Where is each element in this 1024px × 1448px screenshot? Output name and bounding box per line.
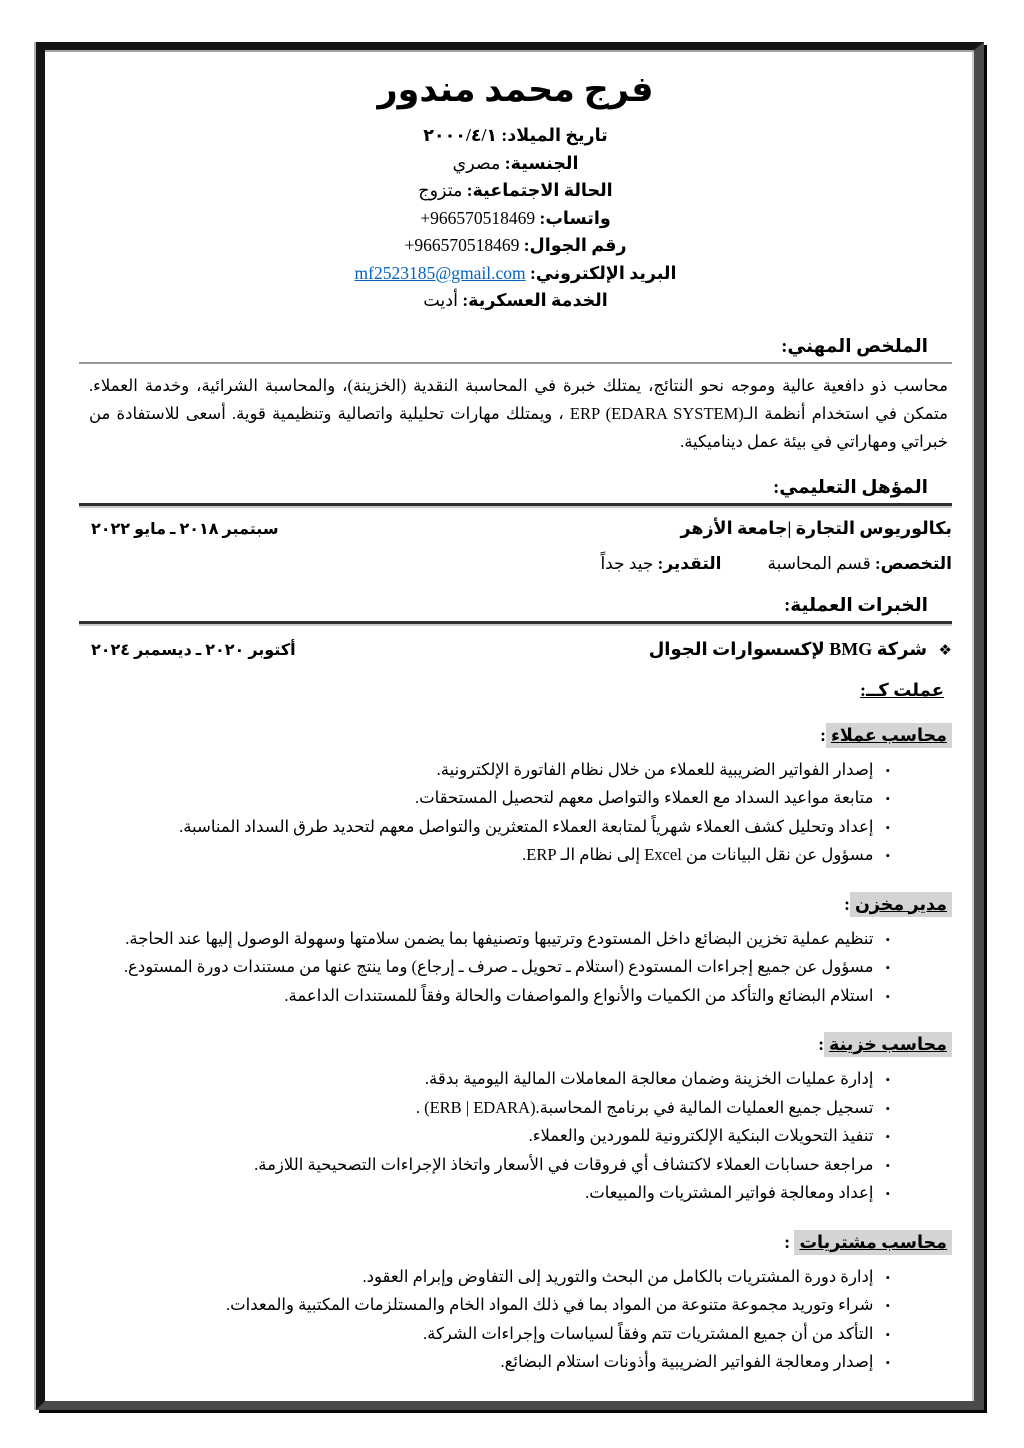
nationality-label: الجنسية: [504, 152, 579, 173]
list-item [79, 1065, 890, 1094]
page-border-frame [36, 42, 984, 1410]
bullet-icon: • [885, 1269, 890, 1285]
role-title-text: محاسب عملاء [826, 723, 952, 748]
role-title-text: محاسب خزينة [824, 1032, 952, 1057]
email-link[interactable]: mf2523185@gmail.com [354, 262, 526, 283]
marital-status-label: الحالة الاجتماعية: [466, 180, 613, 200]
bullet-icon: • [885, 1186, 890, 1201]
education-date-range: سبتمبر ٢٠١٨ ـ مايو ٢٠٢٢ [91, 520, 279, 538]
list-item [79, 1151, 890, 1180]
list-item [79, 784, 890, 813]
major-value: قسم المحاسبة [767, 553, 871, 573]
bullet-icon: • [885, 1072, 890, 1087]
specialization-row [79, 554, 952, 574]
duty-text: مسؤول عن نقل البيانات من Excel إلى نظام الـ ERP. [522, 845, 874, 864]
duty-text: إصدار الفواتير الضريبية للعملاء من خلال نظام الفاتورة الإلكترونية. [436, 759, 874, 779]
list-item [79, 1179, 890, 1208]
role-title-colon: : [844, 893, 850, 914]
degree-title: بكالوريوس التجارة |جامعة الأزهر [680, 517, 952, 538]
role-title-colon: : [784, 1231, 795, 1252]
list-item [79, 925, 890, 954]
info-line-nationality [79, 150, 952, 178]
list-item [79, 756, 890, 785]
list-item [79, 1122, 890, 1151]
company-name-text: شركة BMG لإكسسوارات الجوال [648, 638, 928, 659]
list-item [79, 1348, 890, 1377]
duty-text: تسجيل جميع العمليات المالية في برنامج المحاسبة.(ERB | EDARA) . [415, 1097, 874, 1117]
duty-text: مسؤول عن جميع إجراءات المستودع (استلام ـ تحويل ـ صرف ـ إرجاع) وما ينتج عنها من مستندات دورة المستودع. [123, 957, 874, 976]
list-item [79, 841, 890, 870]
role-title-colon: : [818, 1034, 825, 1054]
military-service-value: أديت [423, 290, 458, 310]
bullet-icon: • [885, 1326, 890, 1342]
grade-label: التقدير: [657, 553, 722, 573]
education-divider [79, 503, 952, 506]
major-field [768, 554, 953, 574]
summary-divider [79, 362, 952, 364]
birth-date-value: ٢٠٠٠/٤/١ [423, 125, 498, 145]
warehouse-manager-duties [79, 925, 890, 1011]
info-line-birth-date [79, 122, 952, 150]
company-name [649, 639, 952, 660]
military-service-label: الخدمة العسكرية: [462, 290, 608, 310]
duty-text: إعداد وتحليل كشف العملاء شهرياً لمتابعة العملاء المتعثرين والتواصل معهم لتحديد طرق السداد المناسبة. [179, 816, 874, 836]
duty-text: تنظيم عملية تخزين البضائع داخل المستودع وترتيبها وتصنيفها بما يضمن سلامتها وسهولة الوصول إليها عند الحاجة. [125, 928, 874, 948]
role-title-text: محاسب مشتريات [794, 1230, 952, 1255]
bullet-icon: • [885, 819, 890, 835]
whatsapp-label: واتساب: [539, 207, 611, 228]
list-item [79, 813, 890, 842]
diamond-bullet-icon: ❖ [938, 642, 952, 659]
role-title-customers-accountant [79, 725, 952, 746]
duty-text: استلام البضائع والتأكد من الكميات والأنواع والمواصفات والحالة وفقاً للمستندات الداعمة. [284, 985, 874, 1005]
grade-value: جيد جداً [600, 553, 654, 573]
mobile-label: رقم الجوال: [523, 235, 627, 255]
role-title-treasury-accountant [79, 1034, 952, 1055]
info-line-whatsapp [79, 205, 952, 233]
info-line-military-service [79, 287, 952, 315]
email-label: البريد الإلكتروني: [530, 262, 677, 283]
bullet-icon: • [885, 762, 890, 778]
info-line-email [79, 260, 952, 288]
duty-text: متابعة مواعيد السداد مع العملاء والتواصل معهم لتحصيل المستحقات. [414, 788, 874, 807]
list-item [79, 953, 890, 982]
bullet-icon: • [885, 848, 890, 863]
duty-text: مراجعة حسابات العملاء لاكتشاف أي فروقات في الأسعار واتخاذ الإجراءات التصحيحية اللازمة. [254, 1154, 874, 1174]
bullet-icon: • [885, 1298, 890, 1313]
contact-info-block [79, 122, 952, 315]
list-item [79, 1320, 890, 1349]
experience-divider [79, 621, 952, 624]
customers-accountant-duties [79, 756, 890, 870]
bullet-icon: • [885, 931, 890, 947]
duty-text: إدارة دورة المشتريات بالكامل من البحث والتوريد إلى التفاوض وإبرام العقود. [362, 1266, 874, 1286]
bullet-icon: • [885, 791, 890, 806]
major-label: التخصص: [874, 553, 952, 573]
grade-field [600, 554, 721, 574]
whatsapp-value: 966570518469+ [420, 207, 536, 228]
duty-text: التأكد من أن جميع المشتريات تتم وفقاً لسياسات وإجراءات الشركة. [422, 1323, 874, 1343]
info-line-mobile [79, 232, 952, 260]
treasury-accountant-duties [79, 1065, 890, 1208]
duty-text: إدارة عمليات الخزينة وضمان معالجة المعاملات المالية اليومية بدقة. [424, 1069, 874, 1088]
bullet-icon: • [885, 960, 890, 975]
role-title-purchasing-accountant [79, 1232, 952, 1253]
list-item [79, 1263, 890, 1292]
company-row [79, 639, 952, 660]
nationality-value: مصري [452, 152, 501, 173]
list-item [79, 1291, 890, 1320]
duty-text: إعداد ومعالجة فواتير المشتريات والمبيعات. [585, 1183, 874, 1202]
education-section-title: المؤهل التعليمي: [773, 477, 928, 498]
list-item [79, 1094, 890, 1123]
page-title: فرج محمد مندور [377, 70, 654, 109]
company-date-range: أكتوبر ٢٠٢٠ ـ ديسمبر ٢٠٢٤ [91, 641, 296, 659]
worked-as-label: عملت كــ: [859, 679, 944, 700]
birth-date-label: تاريخ الميلاد: [501, 125, 608, 145]
mobile-value: 966570518469+ [404, 235, 520, 255]
role-title-text: مدير مخزن [850, 892, 952, 917]
resume-content [45, 50, 974, 1401]
role-title-warehouse-manager [79, 894, 952, 915]
duty-text: شراء وتوريد مجموعة متنوعة من المواد بما في ذلك المواد الخام والمستلزمات المكتبية والمعدات. [225, 1295, 874, 1314]
duty-text: إصدار ومعالجة الفواتير الضريبية وأذونات استلام البضائع. [500, 1352, 874, 1371]
summary-section-title: الملخص المهني: [781, 336, 928, 357]
duty-text: تنفيذ التحويلات البنكية الإلكترونية للموردين والعملاء. [528, 1126, 874, 1145]
list-item [79, 982, 890, 1011]
bullet-icon: • [885, 1157, 890, 1173]
experience-section-title: الخبرات العملية: [784, 595, 928, 616]
marital-status-value: متزوج [418, 180, 463, 200]
bullet-icon: • [885, 988, 890, 1004]
education-row [79, 518, 952, 539]
role-title-colon: : [820, 724, 826, 745]
bullet-icon: • [885, 1129, 890, 1144]
bullet-icon: • [885, 1100, 890, 1116]
bullet-icon: • [885, 1355, 890, 1370]
info-line-marital-status [79, 177, 952, 205]
purchasing-accountant-duties [79, 1263, 890, 1377]
worked-as-wrapper [79, 660, 952, 701]
summary-text: محاسب ذو دافعية عالية وموجه نحو النتائج، يمتلك خبرة في المحاسبة النقدية (الخزينة)، والمحاسبة الشرائية، وخدمة العملاء. متمكن في استخدام أنظمة الـ(ERP (EDARA SYSTEM ، ويمتلك مهارات تحليلية واتصالية وتنظيمية قوية. أسعى للاستفادة من خبراتي ومهاراتي في بيئة عمل ديناميكية. [89, 375, 948, 451]
